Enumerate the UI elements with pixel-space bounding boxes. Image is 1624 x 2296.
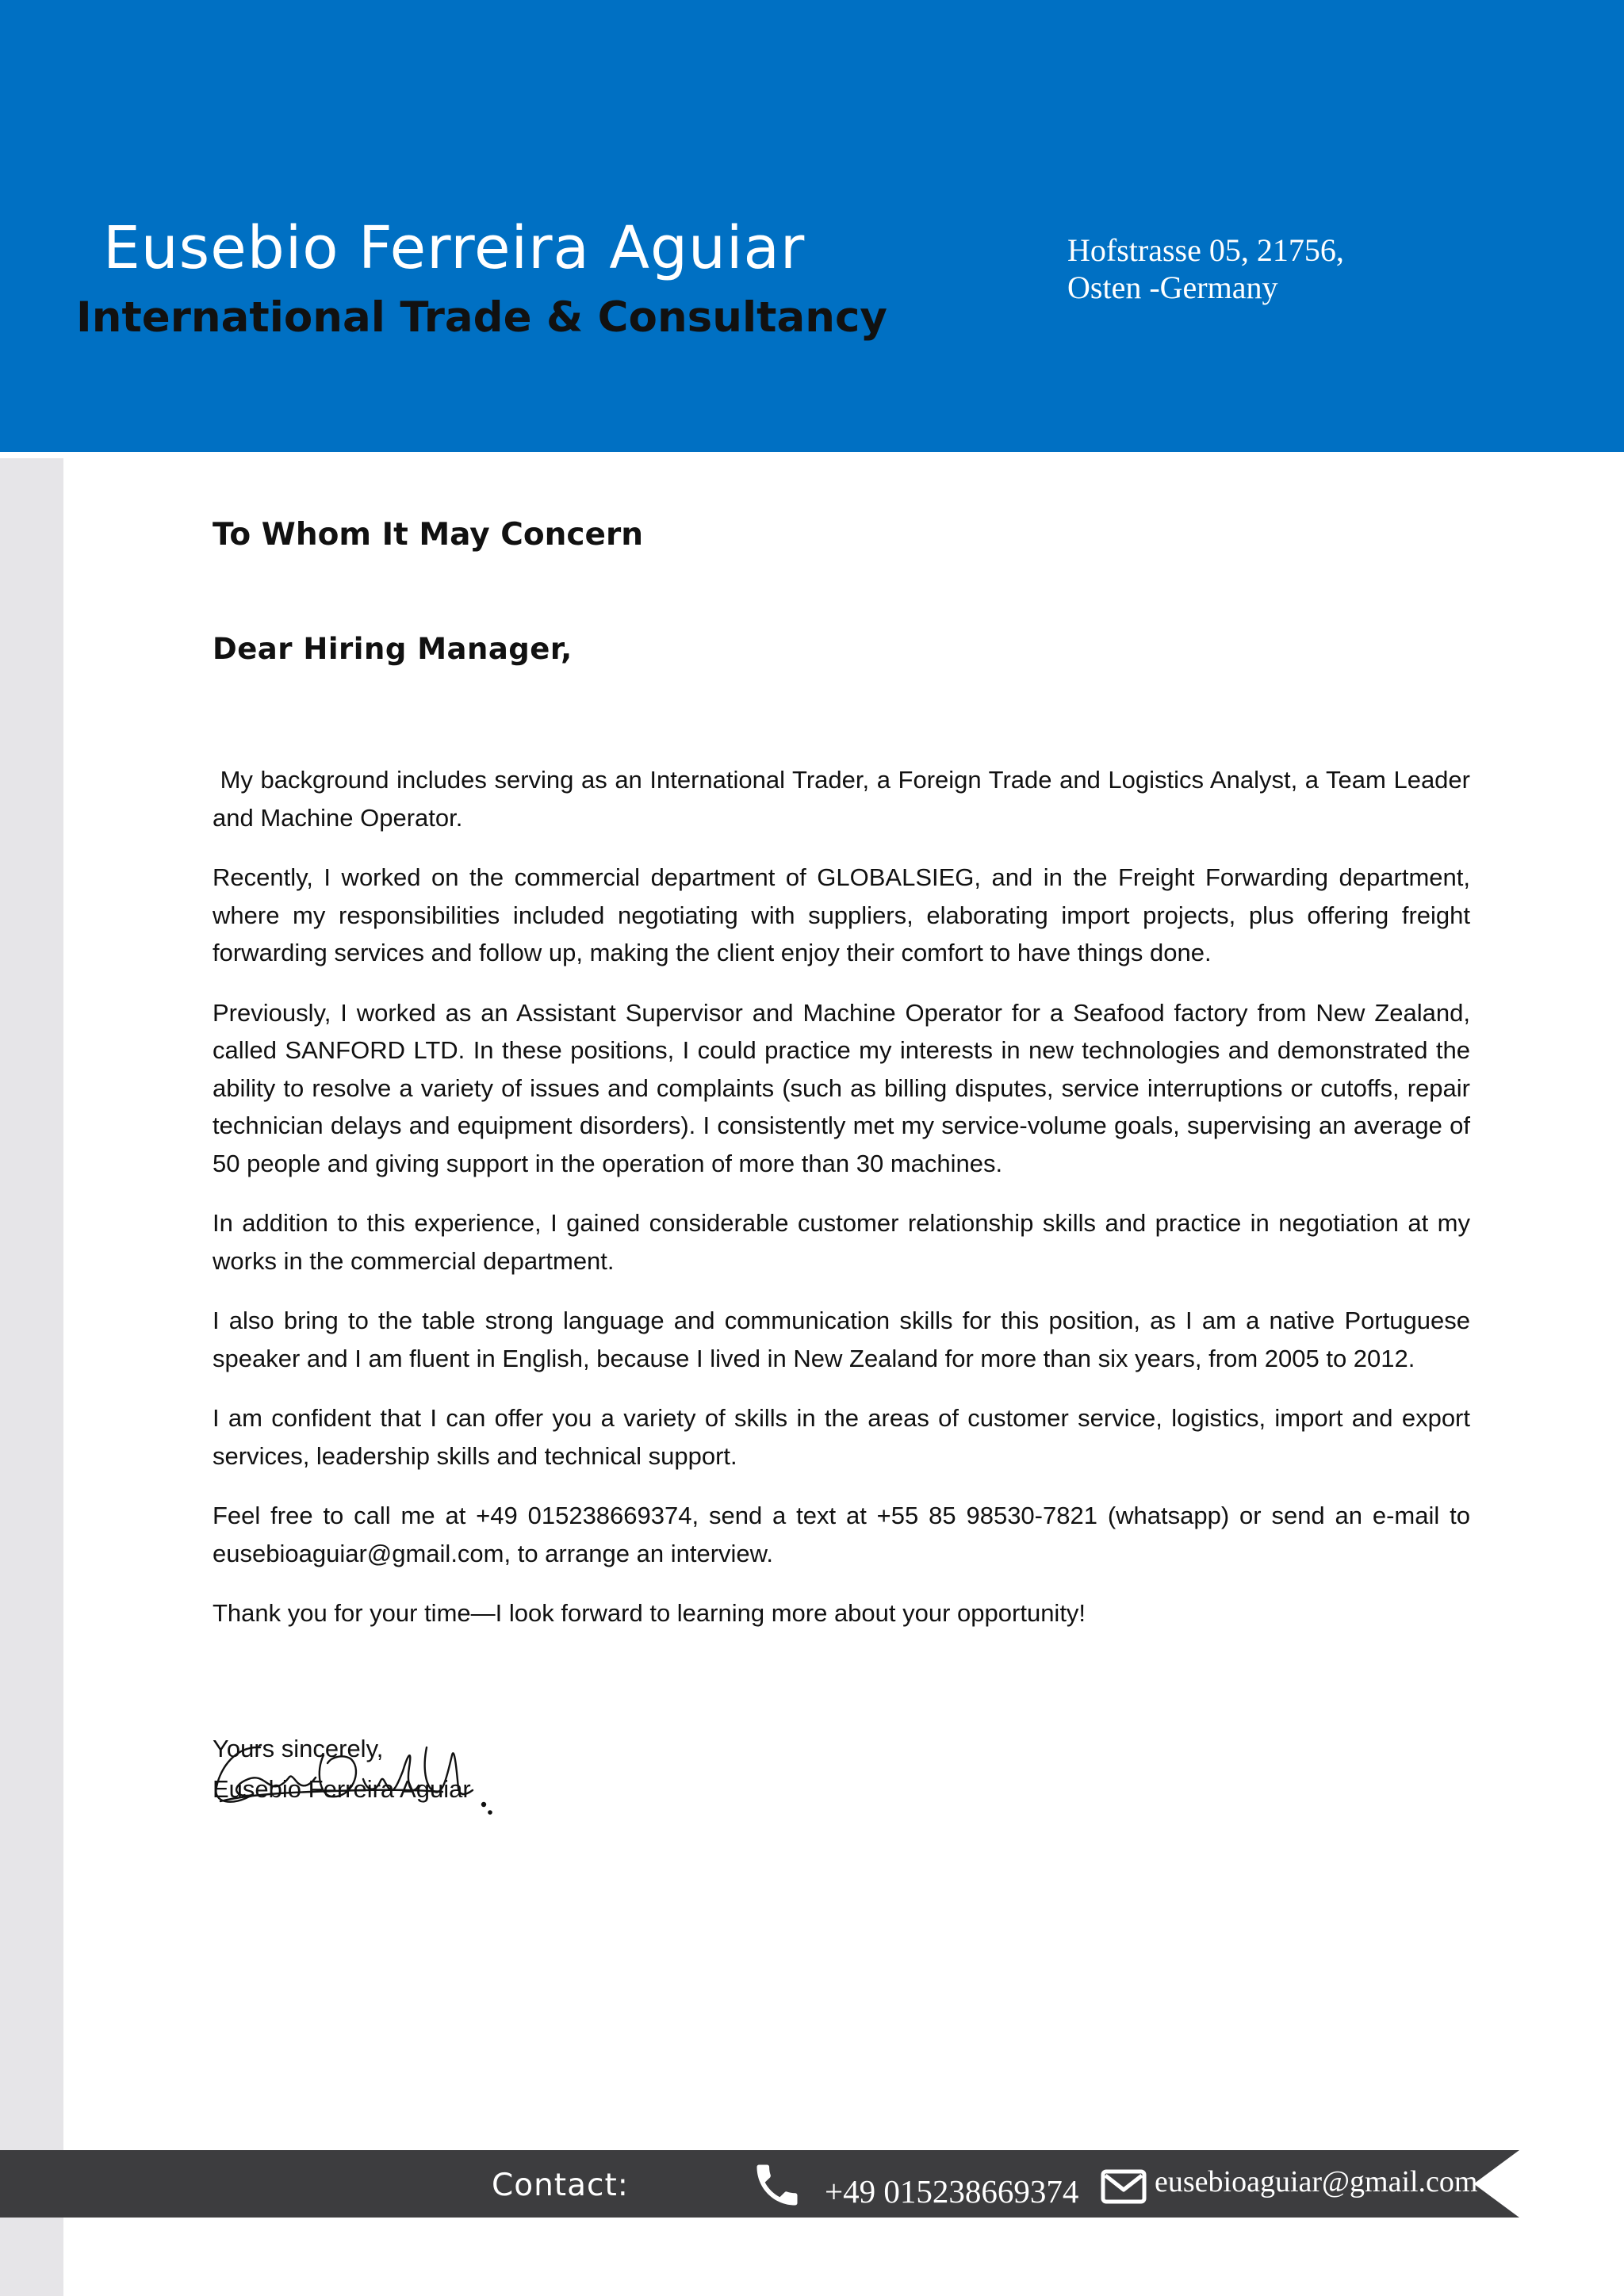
letter-paragraphs xyxy=(213,761,1470,1632)
paragraph: In addition to this experience, I gained considerable customer relationship skills and practice in negotiation at my works in the commercial department. xyxy=(213,1209,1470,1275)
paragraph: I am confident that I can offer you a variety of skills in the areas of customer service, logistics, import and export services, leadership skills and technical support. xyxy=(213,1404,1470,1470)
address-line-1: Hofstrasse 05, 21756, xyxy=(1067,232,1344,268)
address-line-2: Osten -Germany xyxy=(1067,270,1278,305)
contact-phone[interactable]: +49 015238669374 xyxy=(825,2173,1079,2210)
envelope-icon xyxy=(1101,2169,1147,2204)
signature-block xyxy=(213,1767,1470,1815)
letter-salutation: Dear Hiring Manager, xyxy=(213,632,573,666)
paragraph: Previously, I worked as an Assistant Supervisor and Machine Operator for a Seafood factory from New Zealand, called SANFORD LTD. In these positions, I could practice my interests in new technologies and demonstrated the ability to resolve a variety of issues and complaints (such as billing disputes, service interruptions or cutoffs, repair technician delays and equipment disorders). I consistently met my service-volume goals, supervising an average of 50 people and giving support in the operation of more than 30 machines. xyxy=(213,998,1470,1177)
signatory-name: Eusebio Ferreira Aguiar xyxy=(213,1774,471,1803)
paragraph: Feel free to call me at +49 015238669374, send a text at +55 85 98530-7821 (whatsapp) or send an e-mail to eusebioaguiar@gmail.com, to arrange an interview. xyxy=(213,1502,1470,1567)
paragraph: I also bring to the table strong language and communication skills for this position, as I am a native Portuguese speaker and I am fluent in English, because I lived in New Zealand for more than six years, from 2005 to 2012. xyxy=(213,1307,1470,1372)
letter-concern-heading: To Whom It May Concern xyxy=(213,517,643,553)
handwritten-signature xyxy=(205,1724,506,1819)
letterhead-banner xyxy=(0,0,1624,452)
sender-address xyxy=(1067,232,1344,306)
contact-label: Contact: xyxy=(492,2168,629,2203)
sender-tagline: International Trade & Consultancy xyxy=(76,293,887,342)
paragraph: Recently, I worked on the commercial department of GLOBALSIEG, and in the Freight Forwarding department, where my responsibilities included negotiating with suppliers, elaborating import projects, plus offering freight forwarding services and follow up, making the client enjoy their comfort to have things done. xyxy=(213,863,1470,966)
paragraph: My background includes serving as an International Trader, a Foreign Trade and Logistics Analyst, a Team Leader and Machine Operator. xyxy=(213,766,1470,832)
phone-icon xyxy=(750,2158,804,2212)
paragraph: Thank you for your time—I look forward to learning more about your opportunity! xyxy=(213,1599,1086,1627)
letter-body xyxy=(213,507,1470,1815)
sender-name: Eusebio Ferreira Aguiar xyxy=(103,214,806,282)
left-margin-stripe xyxy=(0,458,63,2296)
letter-closing: Yours sincerely, xyxy=(213,1734,384,1762)
contact-email[interactable]: eusebioaguiar@gmail.com xyxy=(1155,2165,1478,2198)
